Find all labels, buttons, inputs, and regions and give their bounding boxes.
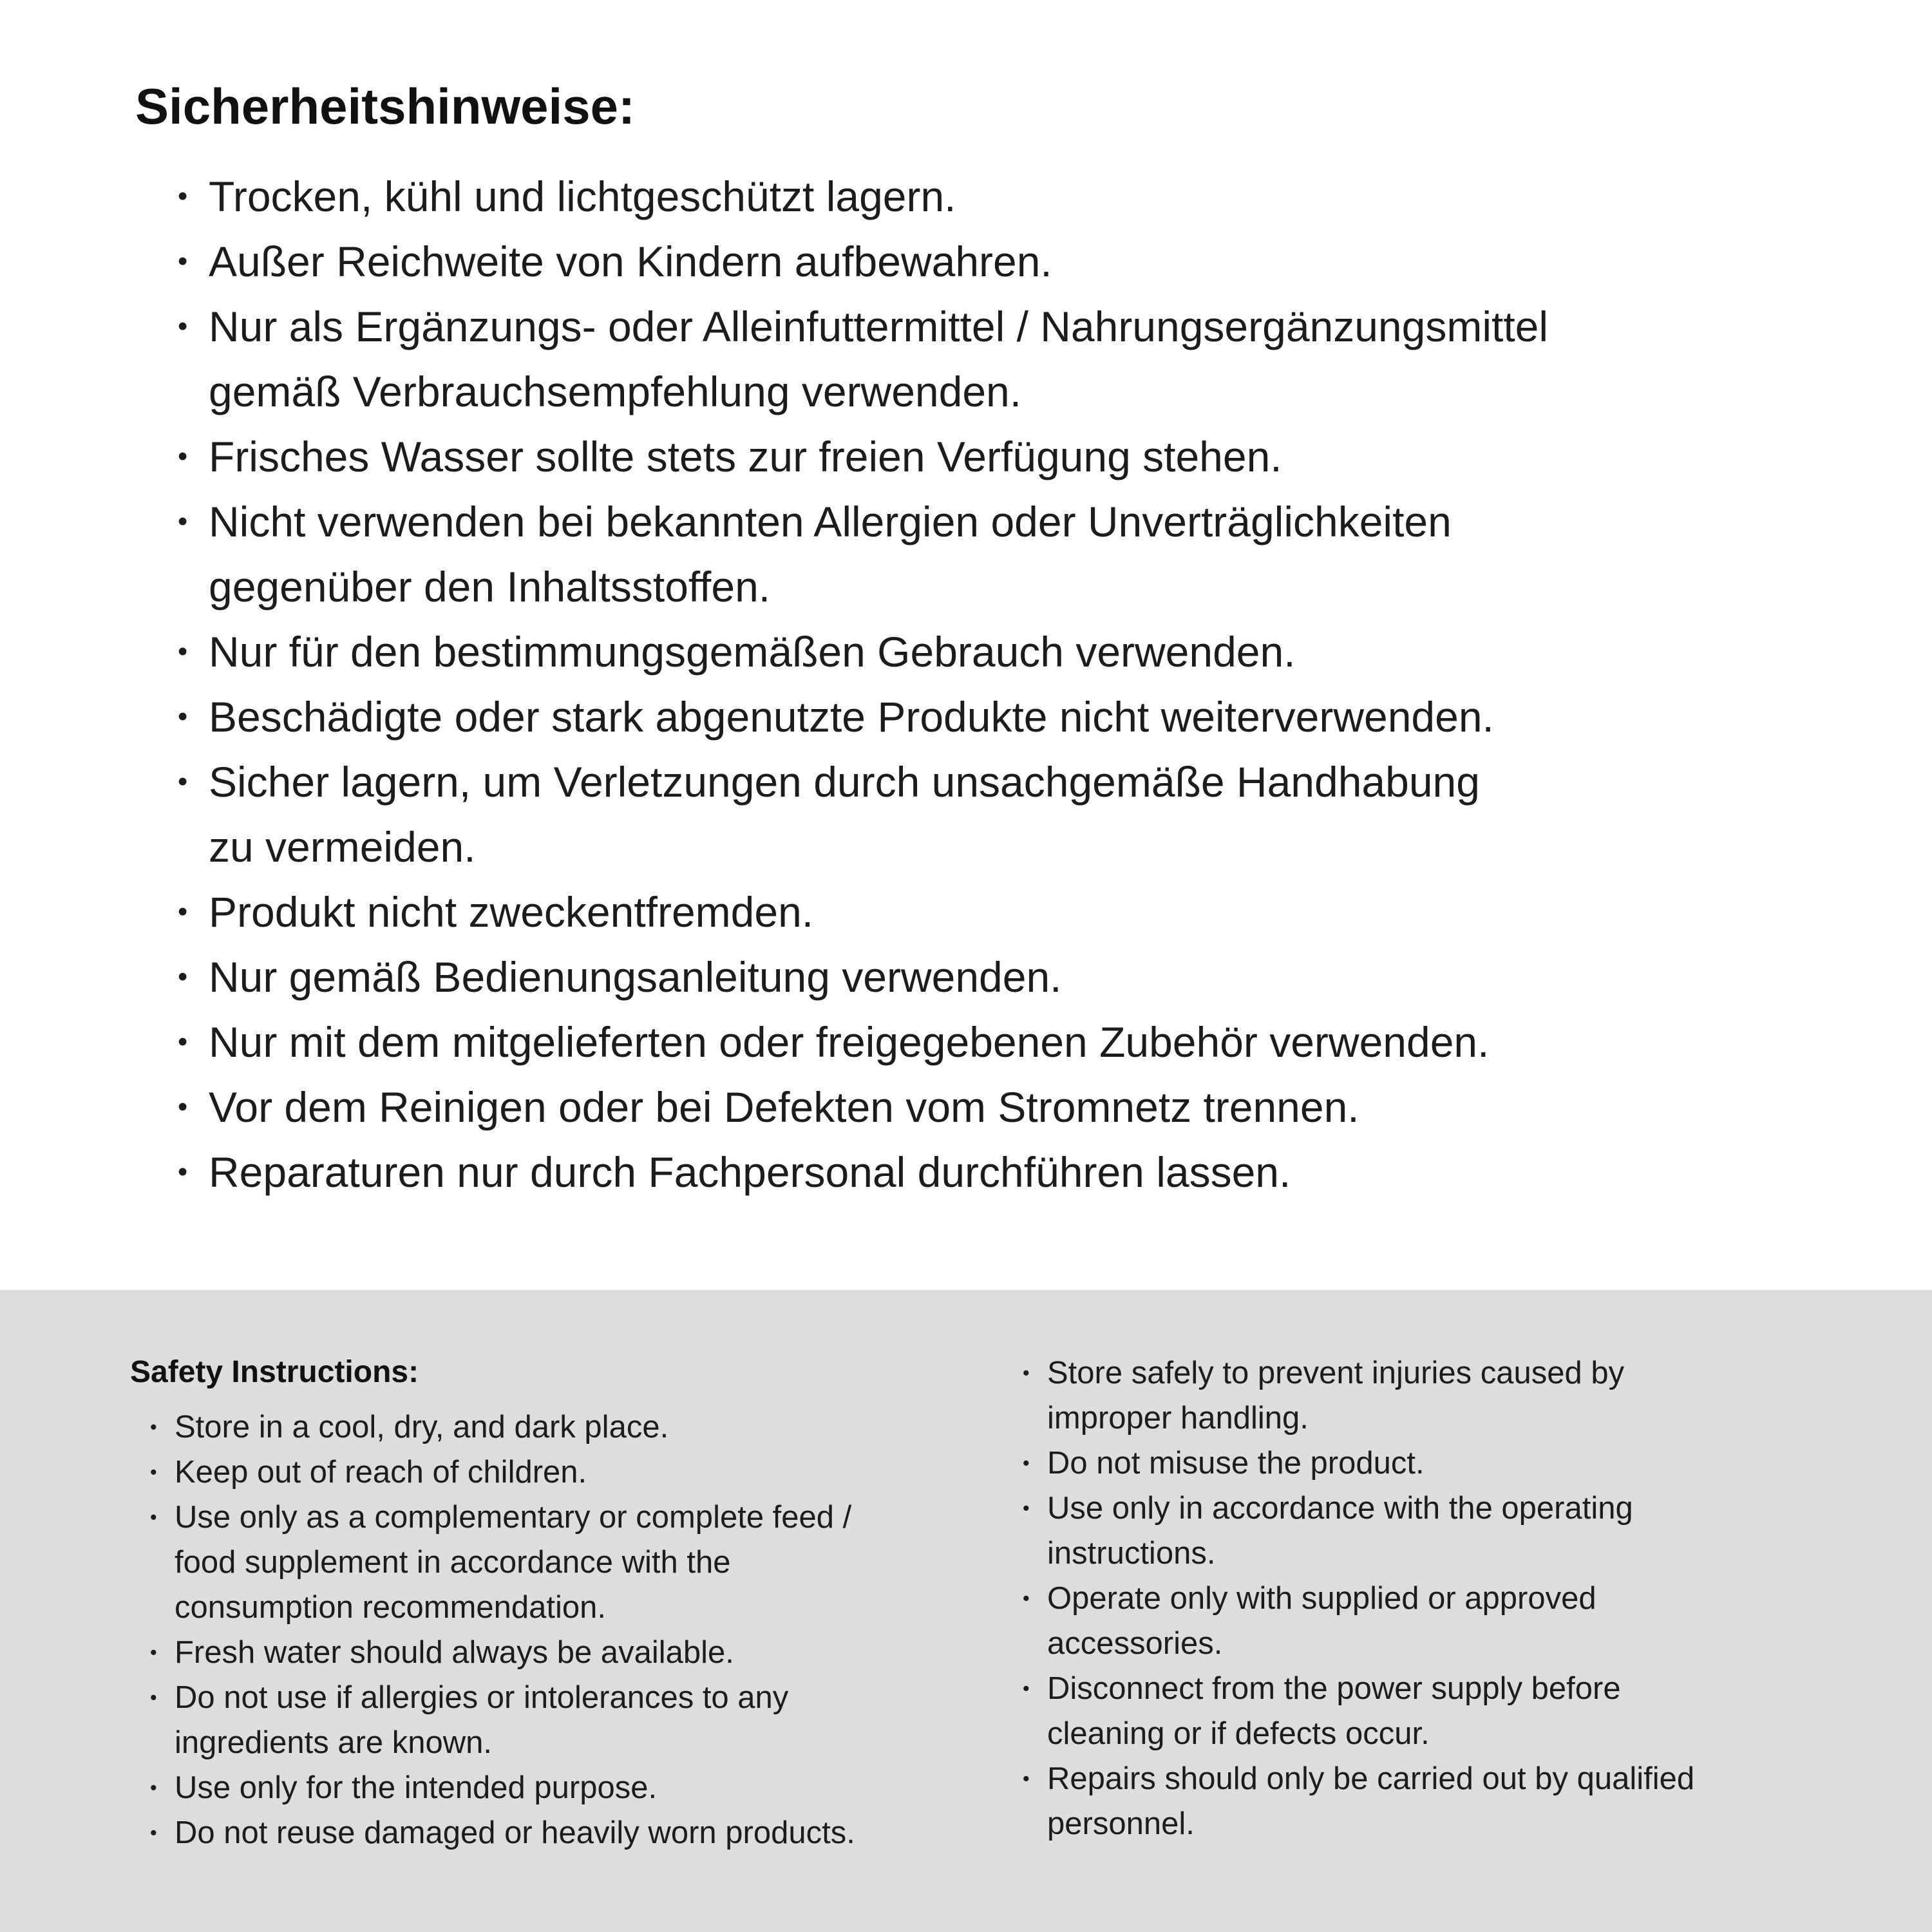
list-item bbox=[179, 294, 1835, 424]
list-item-line: • Keep out of reach of children. bbox=[175, 1455, 587, 1490]
list-item-line: • Do not reuse damaged or heavily worn products. bbox=[175, 1815, 855, 1850]
list-item-line: accessories. bbox=[1047, 1626, 1223, 1661]
list-item bbox=[1023, 1350, 1899, 1441]
list-item-line: • Nur gemäß Bedienungsanleitung verwenden. bbox=[209, 953, 1062, 1001]
list-item-line: • Do not use if allergies or intolerances to any bbox=[175, 1680, 789, 1715]
list-item bbox=[179, 620, 1835, 685]
list-item-line: • Beschädigte oder stark abgenutzte Produkte nicht weiterverwenden. bbox=[209, 693, 1494, 741]
list-item-line: • Nur für den bestimmungsgemäßen Gebrauch verwenden. bbox=[209, 628, 1296, 676]
list-item bbox=[1023, 1576, 1899, 1666]
list-item-line: zu vermeiden. bbox=[209, 823, 476, 871]
list-item bbox=[150, 1630, 1007, 1675]
list-item-line: • Fresh water should always be available. bbox=[175, 1635, 734, 1670]
list-item bbox=[179, 945, 1835, 1010]
list-item-line: • Nicht verwenden bei bekannten Allergien oder Unverträglichkeiten bbox=[209, 498, 1452, 545]
list-item-line: personnel. bbox=[1047, 1806, 1195, 1841]
list-item-line: • Use only in accordance with the operating bbox=[1047, 1491, 1633, 1526]
english-safety-list-right bbox=[1023, 1350, 1899, 1846]
list-item-line: • Trocken, kühl und lichtgeschützt lagern. bbox=[209, 173, 956, 220]
german-title: Sicherheitshinweise: bbox=[135, 78, 635, 135]
list-item bbox=[150, 1405, 1007, 1450]
list-item bbox=[1023, 1441, 1899, 1486]
list-item-line: food supplement in accordance with the bbox=[175, 1545, 731, 1580]
list-item bbox=[179, 164, 1835, 229]
list-item bbox=[179, 750, 1835, 880]
list-item-line: • Nur als Ergänzungs- oder Alleinfuttermittel / Nahrungsergänzungsmittel bbox=[209, 303, 1549, 350]
list-item bbox=[150, 1765, 1007, 1810]
list-item-line: • Reparaturen nur durch Fachpersonal durchführen lassen. bbox=[209, 1148, 1291, 1196]
list-item bbox=[179, 685, 1835, 750]
german-safety-section bbox=[135, 77, 1835, 1205]
list-item-line: • Store safely to prevent injuries caused by bbox=[1047, 1356, 1625, 1390]
list-item-line: improper handling. bbox=[1047, 1401, 1309, 1435]
list-item-line: • Do not misuse the product. bbox=[1047, 1446, 1425, 1481]
list-item bbox=[150, 1495, 1007, 1630]
list-item bbox=[1023, 1486, 1899, 1576]
list-item-line: • Vor dem Reinigen oder bei Defekten vom Stromnetz trennen. bbox=[209, 1083, 1359, 1131]
list-item bbox=[179, 1075, 1835, 1140]
english-safety-panel bbox=[0, 1290, 1932, 1932]
list-item-line: • Use only as a complementary or complete feed / bbox=[175, 1500, 852, 1535]
list-item bbox=[179, 880, 1835, 945]
list-item bbox=[150, 1675, 1007, 1765]
list-item-line: gemäß Verbrauchsempfehlung verwenden. bbox=[209, 368, 1022, 415]
list-item-line: gegenüber den Inhaltsstoffen. bbox=[209, 563, 771, 611]
list-item bbox=[1023, 1756, 1899, 1846]
list-item-line: instructions. bbox=[1047, 1536, 1216, 1571]
list-item-line: • Nur mit dem mitgelieferten oder freigegebenen Zubehör verwenden. bbox=[209, 1018, 1490, 1066]
list-item bbox=[150, 1810, 1007, 1855]
english-safety-list-left bbox=[150, 1405, 1007, 1855]
list-item bbox=[1023, 1666, 1899, 1756]
list-item-line: • Sicher lagern, um Verletzungen durch unsachgemäße Handhabung bbox=[209, 758, 1480, 806]
list-item-line: • Produkt nicht zweckentfremden. bbox=[209, 888, 814, 936]
list-item-line: consumption recommendation. bbox=[175, 1590, 607, 1625]
german-safety-list bbox=[179, 164, 1835, 1205]
list-item-line: • Disconnect from the power supply before bbox=[1047, 1671, 1621, 1706]
english-title: Safety Instructions: bbox=[130, 1355, 419, 1389]
list-item-line: • Store in a cool, dry, and dark place. bbox=[175, 1410, 669, 1444]
list-item bbox=[179, 424, 1835, 489]
list-item-line: ingredients are known. bbox=[175, 1725, 493, 1760]
list-item-line: • Operate only with supplied or approved bbox=[1047, 1581, 1596, 1616]
list-item bbox=[179, 1010, 1835, 1075]
list-item-line: • Frisches Wasser sollte stets zur freien Verfügung stehen. bbox=[209, 433, 1282, 480]
list-item bbox=[179, 1140, 1835, 1205]
list-item bbox=[150, 1450, 1007, 1495]
list-item-line: cleaning or if defects occur. bbox=[1047, 1716, 1430, 1751]
list-item bbox=[179, 229, 1835, 294]
list-item-line: • Repairs should only be carried out by qualified bbox=[1047, 1761, 1695, 1796]
list-item bbox=[179, 489, 1835, 620]
list-item-line: • Use only for the intended purpose. bbox=[175, 1770, 658, 1805]
list-item-line: • Außer Reichweite von Kindern aufbewahren. bbox=[209, 238, 1052, 285]
